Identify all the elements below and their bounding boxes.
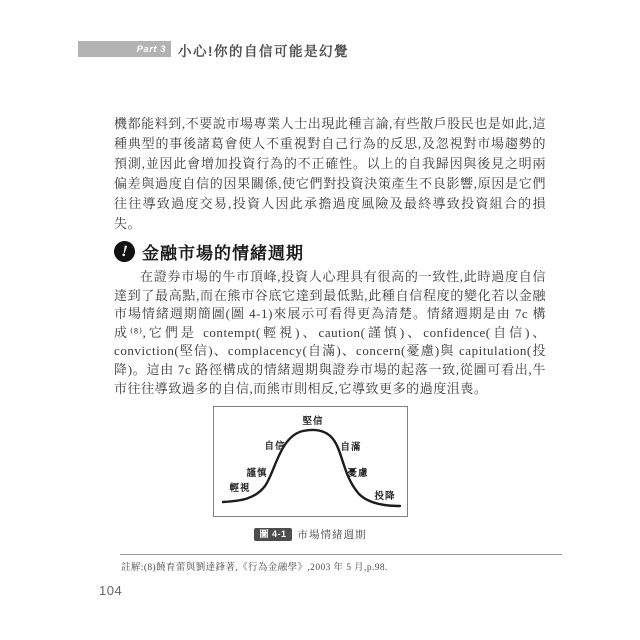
section-heading bbox=[114, 238, 304, 264]
curve-label-concern: 憂慮 bbox=[347, 468, 369, 479]
chapter-title: 小心!你的自信可能是幻覺 bbox=[178, 44, 349, 59]
exclamation-icon: ! bbox=[112, 238, 137, 263]
body-paragraph-2: 在證券市場的牛市頂峰,投資人心理具有很高的一致性,此時過度自信達到了最高點,而在熊市谷底它達到最低點,此種自信程度的變化若以金融市場情緒週期簡圖(圖 4-1)來展示可看得更為清楚。情緒週期是由 7c 構成⁽⁸⁾,它們是 contempt(輕視)、caution(謹慎)、confidence(自信)、conviction(堅信)、complacency(自滿)、concern(憂慮)與 capitulation(投降)。這由 7c 路徑構成的情緒週期與證券市場的起落一致,從圖可看出,牛市往往導致過多的自信,而熊市則相反,它導致更多的過度沮喪。 bbox=[114, 269, 546, 396]
section-heading-title: 金融市場的情緒週期 bbox=[142, 243, 304, 263]
figure-caption-badge: 圖 4-1 bbox=[254, 528, 291, 541]
figure-4-1 bbox=[213, 406, 408, 517]
curve-label-capitulation: 投降 bbox=[374, 491, 396, 502]
curve-label-caution: 謹慎 bbox=[246, 468, 268, 479]
curve-label-conviction: 堅信 bbox=[302, 416, 324, 427]
footnote-divider bbox=[120, 554, 562, 555]
curve-label-contempt: 輕視 bbox=[229, 483, 251, 494]
part-badge-label: Part 3 bbox=[136, 43, 166, 55]
footnote: 註解:(8)饒育蕾與劉達鋒著,《行為金融學》,2003 年 5 月,p.98. bbox=[121, 563, 388, 573]
curve-label-complacency: 自滿 bbox=[340, 442, 362, 453]
page-number: 104 bbox=[99, 583, 123, 598]
part-badge bbox=[78, 41, 171, 57]
curve-label-confidence: 自信 bbox=[264, 441, 286, 452]
figure-caption-text: 市場情緒週期 bbox=[297, 529, 367, 541]
body-paragraph-1: 機都能料到,不要說市場專業人士出現此種言論,有些散戶股民也是如此,這種典型的事後諸葛會使人不重視對自己行為的反思,及忽視對市場趨勢的預測,並因此會增加投資行為的不正確性。以上的自我歸因與後見之明兩偏差與過度自信的因果關係,使它們對投資決策產生不良影響,原因是它們往往導致過度交易,投資人因此承擔過度風險及最終導致投資組合的損失。 bbox=[114, 116, 546, 231]
figure-caption bbox=[213, 527, 408, 542]
